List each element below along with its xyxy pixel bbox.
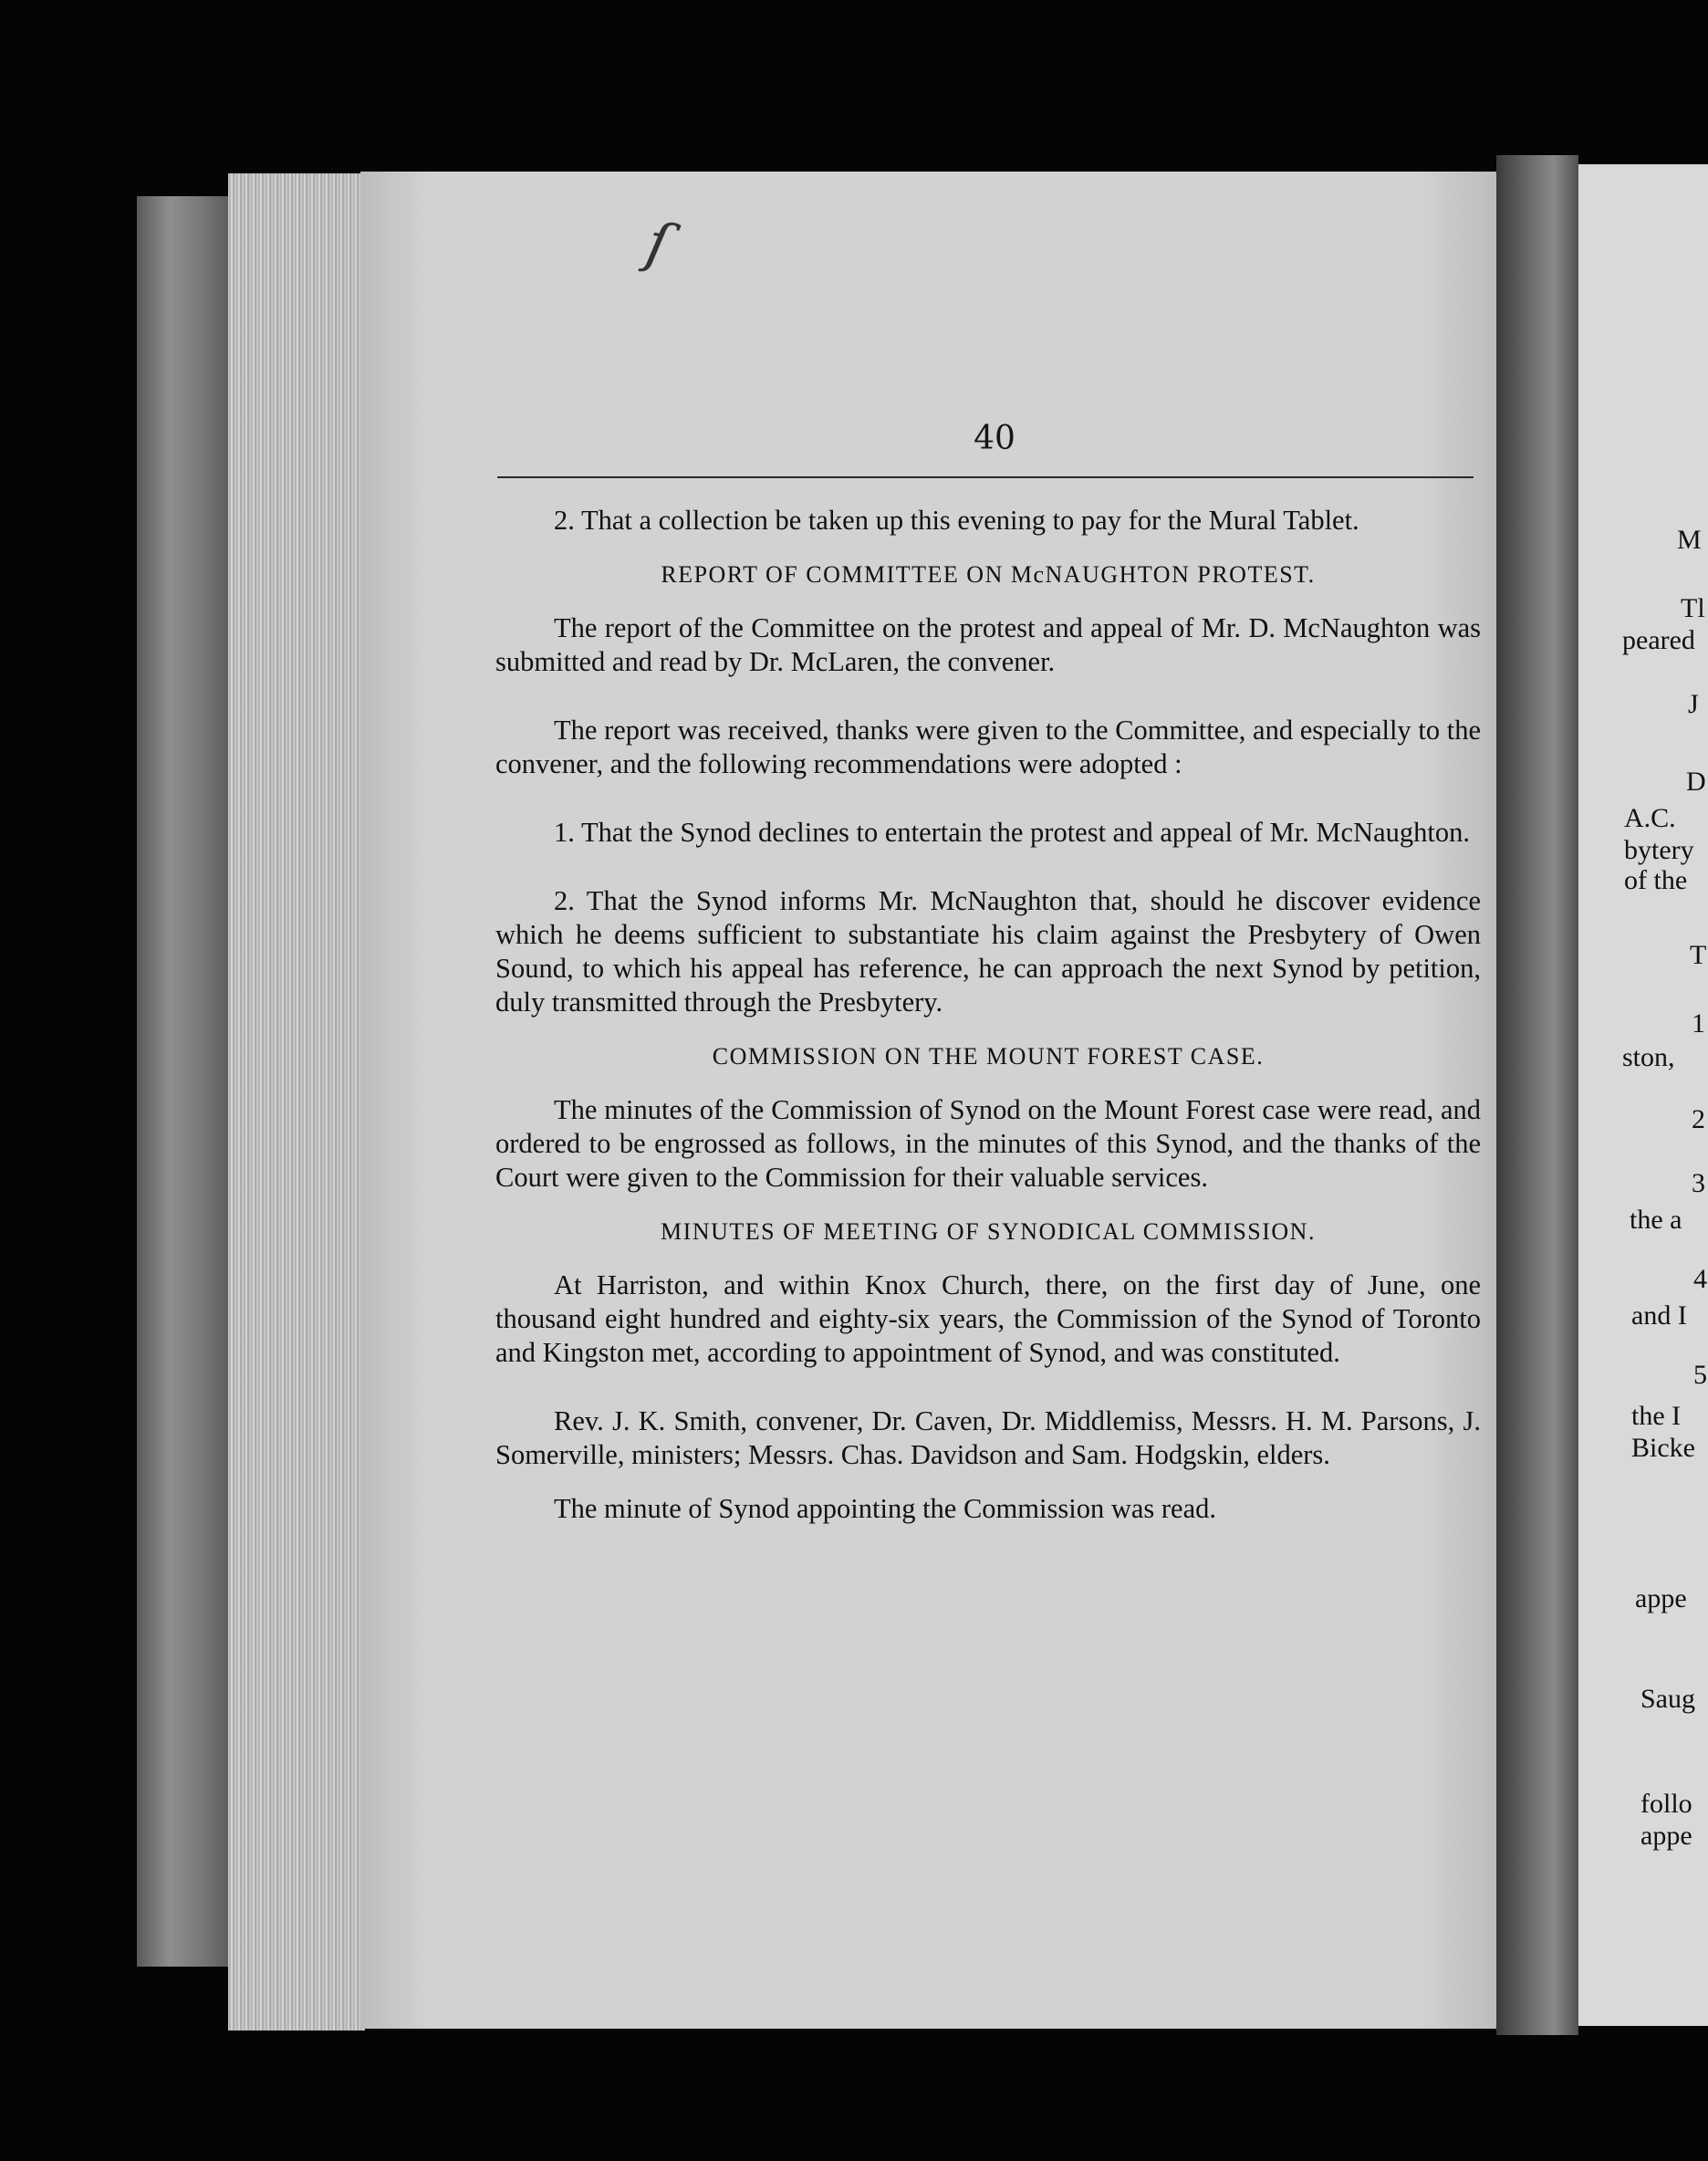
page-stack-edge	[228, 173, 365, 2031]
book-gutter	[1496, 155, 1578, 2035]
next-page-fragment: the I	[1631, 1401, 1682, 1431]
next-page-fragment: Tl	[1681, 593, 1705, 623]
next-page-fragment: M	[1677, 525, 1702, 555]
next-page-edge	[1578, 164, 1708, 2026]
next-page-fragment: 2	[1692, 1104, 1705, 1134]
next-page-fragment: appe	[1635, 1583, 1687, 1613]
next-page-fragment: follo	[1640, 1789, 1692, 1819]
paragraph-members-present: Rev. J. K. Smith, convener, Dr. Caven, Dr. Middlemiss, Messrs. H. M. Parsons, J. Somerville, ministers; Messrs. Chas. Davidson and Sam. Hodgskin, elders.	[495, 1405, 1481, 1470]
next-page-fragment: Bicke	[1631, 1433, 1695, 1463]
paragraph-minute-read: The minute of Synod appointing the Commission was read.	[554, 1493, 1216, 1524]
next-page-fragment: appe	[1640, 1821, 1692, 1851]
next-page-fragment: 3	[1692, 1168, 1705, 1198]
next-page-fragment: Saug	[1640, 1684, 1695, 1714]
next-page-fragment: bytery	[1624, 835, 1694, 865]
paragraph-harriston-meeting: At Harriston, and within Knox Church, there, on the first day of June, one thousand eight hundred and eighty-six years, the Commission of the Synod of Toronto and Kingston met, according to appointment of Synod, and was constituted.	[495, 1269, 1481, 1368]
paragraph-committee-report: The report of the Committee on the protest and appeal of Mr. D. McNaughton was submitted and read by Dr. McLaren, the convener.	[495, 612, 1481, 677]
next-page-fragment: J	[1688, 689, 1699, 719]
heading-mount-forest-case: COMMISSION ON THE MOUNT FOREST CASE.	[712, 1043, 1265, 1070]
next-page-fragment: T	[1690, 940, 1707, 970]
next-page-fragment: peared	[1622, 625, 1695, 655]
paragraph-mural-tablet: 2. That a collection be taken up this evening to pay for the Mural Tablet.	[554, 505, 1359, 536]
next-page-fragment: 5	[1693, 1360, 1707, 1390]
next-page-fragment: 4	[1693, 1264, 1707, 1294]
next-page-fragment: of the	[1624, 865, 1688, 895]
next-page-fragment: and I	[1631, 1300, 1687, 1331]
paragraph-recommendation-1: 1. That the Synod declines to entertain the protest and appeal of Mr. McNaughton.	[554, 817, 1470, 848]
next-page-fragment: D	[1686, 767, 1706, 797]
page-text	[495, 504, 1481, 1526]
paragraph-commission-minutes: The minutes of the Commission of Synod on the Mount Forest case were read, and ordered to be engrossed as follows, in the minutes of this Synod, and the thanks of the Court were given to the Commission for their valuable services.	[495, 1094, 1481, 1193]
heading-mcnaughton-protest: REPORT OF COMMITTEE ON McNAUGHTON PROTEST.	[661, 561, 1316, 588]
next-page-fragment: the a	[1630, 1205, 1682, 1235]
header-rule	[497, 476, 1474, 478]
next-page-fragment: A.C.	[1624, 803, 1676, 833]
pencil-mark: ſ	[640, 208, 676, 278]
next-page-fragment: ston,	[1622, 1042, 1675, 1072]
paragraph-report-received: The report was received, thanks were given to the Committee, and especially to the convener, and the following recommendations were adopted :	[495, 715, 1481, 779]
heading-synodical-commission: MINUTES OF MEETING OF SYNODICAL COMMISSION.	[661, 1218, 1316, 1245]
page-number: 40	[974, 420, 1015, 457]
paragraph-recommendation-2: 2. That the Synod informs Mr. McNaughton that, should he discover evidence which he deems sufficient to substantiate his claim against the Presbytery of Owen Sound, to which his appeal has reference, he can approach the next Synod by petition, duly transmitted through the Presbytery.	[495, 885, 1481, 1018]
next-page-fragment: 1	[1692, 1008, 1705, 1039]
